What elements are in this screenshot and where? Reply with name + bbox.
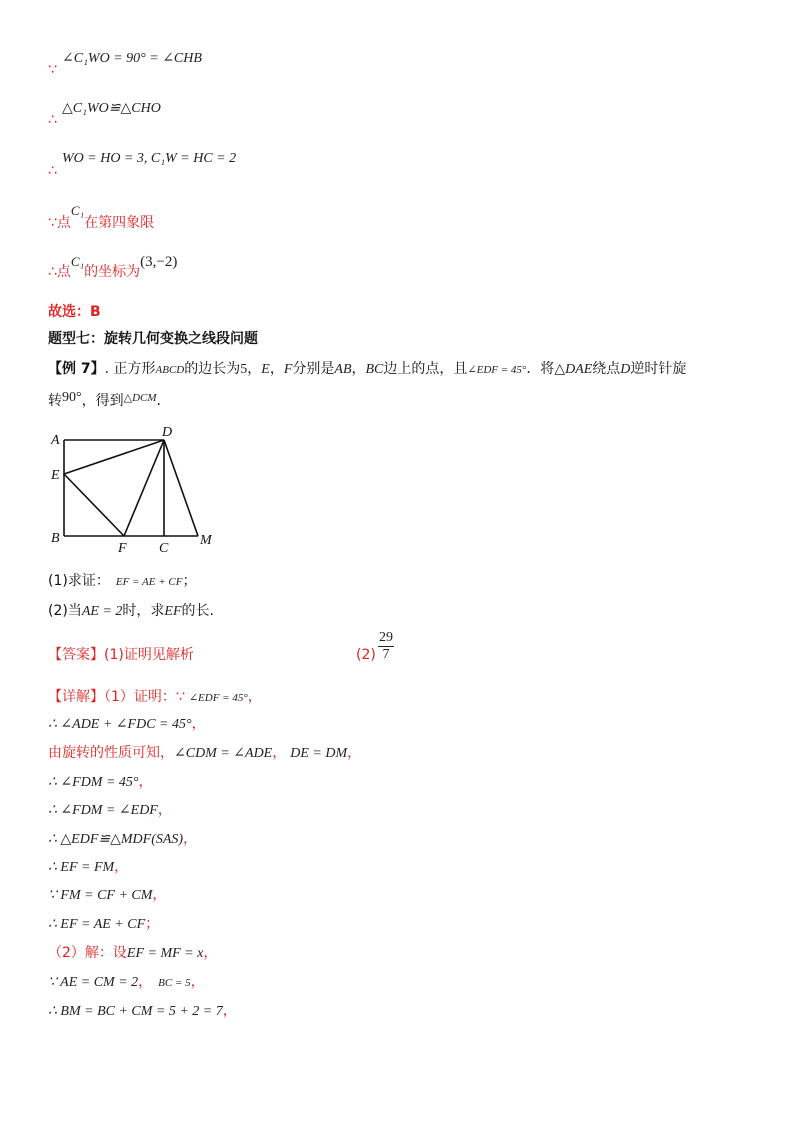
- solution-line-11: [48, 973, 205, 992]
- math-5: 5: [240, 362, 248, 377]
- example-text: 转: [48, 393, 62, 409]
- solution-math: ∴ EF = FM: [48, 860, 115, 875]
- solution-line-9: [48, 915, 159, 934]
- label-d: D: [162, 425, 173, 440]
- solution-line-8: [48, 886, 166, 905]
- solution-line-5: [48, 801, 172, 820]
- q1-prefix: (1)求证：: [48, 573, 110, 589]
- answer-label: 【答案】(1)证明见解析: [48, 647, 194, 663]
- example-text: 边上的点，且: [383, 361, 468, 377]
- math-triangle-dae: △DAE: [554, 362, 593, 377]
- answer-fraction: [378, 630, 394, 663]
- q2-math-ae: AE = 2: [81, 604, 123, 619]
- segment-ef: [64, 474, 124, 536]
- example-line-1: [48, 360, 686, 379]
- coord-suffix: 的坐标为: [84, 264, 141, 280]
- geometry-figure: [50, 422, 230, 562]
- punct: ，: [222, 1003, 237, 1019]
- q2-prefix: (2)当: [48, 603, 82, 619]
- coord-prefix: ∴点: [48, 264, 71, 280]
- label-c: C: [159, 541, 169, 556]
- punct: ，: [272, 745, 287, 761]
- q1-math: EF = AE + CF: [115, 576, 183, 588]
- fraction-denominator: 7: [382, 647, 390, 662]
- segment-dm: [164, 440, 198, 536]
- answer-part2-prefix: (2): [356, 647, 376, 663]
- math-e: E: [261, 362, 270, 377]
- punct: ，: [203, 945, 218, 961]
- math-angle-edf: ∠EDF = 45°: [467, 364, 527, 376]
- solution-math: ∠CDM = ∠ADE: [174, 746, 273, 761]
- example-text: ，: [269, 361, 284, 377]
- solution-line-4: [48, 773, 153, 792]
- section-title: 题型七：旋转几何变换之线段问题: [48, 331, 258, 347]
- point-quadrant-prefix: ∵点: [48, 215, 71, 231]
- q2-math-ef: EF: [164, 604, 182, 619]
- congruence-statement: △C₁WO≌△CHO: [62, 101, 161, 116]
- math-abcd: ABCD: [155, 364, 185, 376]
- point-quadrant-suffix: 在第四象限: [84, 215, 155, 231]
- example-text: ．将: [526, 361, 555, 377]
- example-text: ，: [351, 361, 366, 377]
- example-line-2: [48, 392, 171, 411]
- math-f: F: [283, 362, 293, 377]
- math-ab: AB: [334, 362, 352, 377]
- solution-line-6: [48, 830, 197, 849]
- solution-math: ∵ AE = CM = 2: [48, 975, 139, 990]
- point-coordinate-line: [48, 254, 178, 281]
- solution-label: 【详解】（1）证明：∵: [48, 689, 185, 705]
- example-text: ，: [247, 361, 262, 377]
- segment-fd: [124, 440, 164, 536]
- answer-choice: 故选：B: [48, 304, 101, 320]
- angle-equality: ∠C₁WO = 90° = ∠CHB: [62, 51, 202, 66]
- label-a: A: [51, 433, 60, 448]
- example-text: 逆时针旋: [630, 361, 687, 377]
- punct: ，: [347, 745, 362, 761]
- example-text: 绕点: [592, 361, 621, 377]
- label-b: B: [51, 531, 60, 546]
- punct: ，: [191, 716, 206, 732]
- therefore-symbol: ∴: [48, 112, 57, 128]
- q2-mid: 时，求: [122, 603, 165, 619]
- segment-ed: [64, 440, 164, 474]
- solution-line-3: [48, 744, 361, 763]
- solution-math: ∴ ∠ADE + ∠FDC = 45°: [48, 717, 192, 732]
- label-m: M: [200, 533, 212, 548]
- solution-math: ∠EDF = 45°: [188, 692, 248, 704]
- fraction-numerator: 29: [379, 630, 393, 645]
- punct: ，: [114, 859, 129, 875]
- example-label: 【例 7】: [48, 361, 105, 377]
- solution-line-2: [48, 715, 206, 734]
- punct: ，: [138, 974, 153, 990]
- math-bc: BC: [365, 362, 384, 377]
- math-triangle-dcm: △DCM: [123, 392, 157, 404]
- solution-math: ∵ FM = CF + CM: [48, 888, 153, 903]
- coordinate-value: (3,−2): [140, 254, 178, 270]
- punct: ；: [145, 916, 160, 932]
- example-text: 的边长为: [184, 361, 241, 377]
- solution-line-7: [48, 858, 128, 877]
- solution-text: 由旋转的性质可知，: [48, 745, 174, 761]
- solution-line-1: [48, 688, 262, 707]
- punct: ，: [247, 689, 262, 705]
- solution-math: ∴ ∠FDM = ∠EDF: [48, 803, 158, 818]
- q1-suffix: ；: [182, 573, 197, 589]
- solution-math: ∴ BM = BC + CM = 5 + 2 = 7: [48, 1004, 223, 1019]
- solution-math: ∴ △EDF≌△MDF(SAS): [48, 832, 184, 847]
- solution-text: （2）解：设: [48, 945, 127, 961]
- solution-math: EF = MF = x: [126, 946, 204, 961]
- punct: ，: [152, 887, 167, 903]
- question-2: [48, 602, 214, 621]
- because-symbol: ∵: [48, 62, 57, 78]
- label-e: E: [51, 468, 60, 483]
- label-f: F: [118, 541, 127, 556]
- example-text: . 正方形: [104, 361, 156, 377]
- punct: ，: [190, 974, 205, 990]
- q2-suffix: 的长.: [181, 603, 214, 619]
- point-c1: C₁: [70, 203, 85, 218]
- solution-math: ∴ ∠FDM = 45°: [48, 775, 139, 790]
- example-text: 分别是: [292, 361, 335, 377]
- example-text: ，得到: [81, 393, 124, 409]
- solution-line-12: [48, 1002, 237, 1021]
- solution-math: ∴ EF = AE + CF: [48, 917, 146, 932]
- math-90: 90°: [62, 390, 82, 405]
- solution-line-10: [48, 944, 217, 963]
- example-text: ．: [156, 393, 171, 409]
- punct: ，: [157, 802, 172, 818]
- punct: ，: [138, 774, 153, 790]
- point-c1: C₁: [70, 254, 85, 269]
- solution-math: BC = 5: [158, 977, 191, 989]
- question-1: [48, 572, 196, 591]
- point-quadrant-line: [48, 203, 155, 232]
- solution-math: DE = DM: [290, 746, 348, 761]
- therefore-symbol: ∴: [48, 163, 57, 179]
- punct: ，: [183, 831, 198, 847]
- math-d: D: [620, 362, 631, 377]
- segment-equalities: WO = HO = 3, C₁W = HC = 2: [62, 151, 237, 166]
